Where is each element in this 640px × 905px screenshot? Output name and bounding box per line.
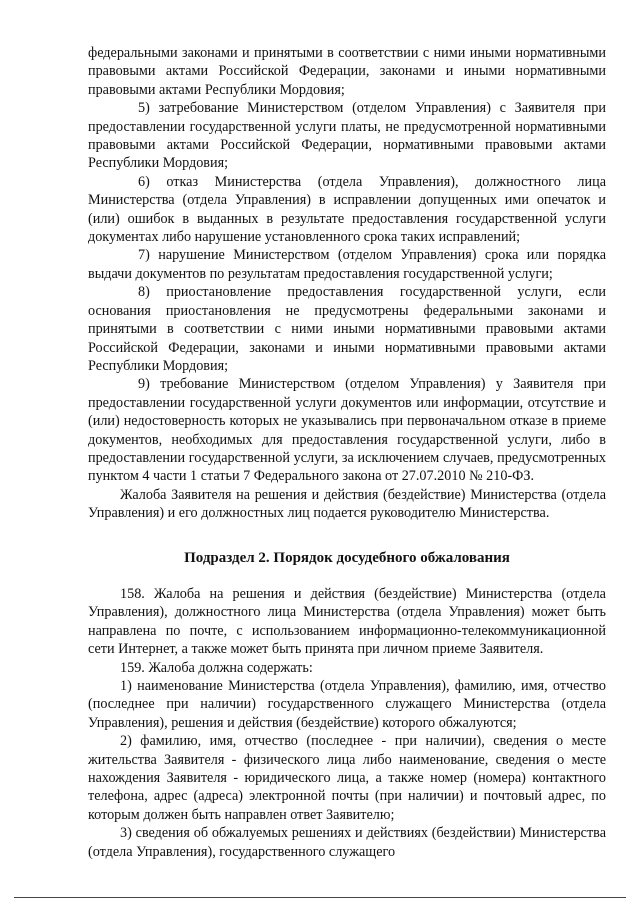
page-bottom-line — [14, 897, 626, 898]
section-heading: Подраздел 2. Порядок досудебного обжалования — [184, 549, 510, 566]
requirement-item-3: 3) сведения об обжалуемых решениях и действиях (бездействии) Министерства (отдела Управления), государственного служащего — [88, 825, 606, 860]
list-item-8: 8) приостановление предоставления государственной услуги, если основания приостановления не предусмотрены федеральными законами и принятыми в соответствии с ними иными нормативными правовыми актами Российской Федерации, законами и иными нормативными правовыми актами Республики Мордовия; — [88, 284, 606, 374]
paragraph-158: 158. Жалоба на решения и действия (бездействие) Министерства (отдела Управления), должностного лица Министерства (отдела Управления) может быть направлена по почте, с использованием информационно-телекоммуникационной сети Интернет, а также может быть принята при личном приеме Заявителя. — [88, 585, 606, 658]
requirement-item-1: 1) наименование Министерства (отдела Управления), фамилию, имя, отчество (последнее при наличии) государственного служащего Министерства (отдела Управления), решения и действия (бездействие) которого обжалуются; — [88, 678, 606, 731]
document-body — [88, 44, 606, 861]
list-item-5: 5) затребование Министерством (отделом Управления) с Заявителя при предоставлении государственной услуги платы, не предусмотренной нормативными правовыми актами Российской Федерации, нормативными правовыми актами Республики Мордовия; — [88, 100, 606, 172]
list-item-7: 7) нарушение Министерством (отделом Управления) срока или порядка выдачи документов по результатам предоставления государственной услуги; — [88, 247, 606, 282]
paragraph-continuation: федеральными законами и принятыми в соответствии с ними иными нормативными правовыми актами Российской Федерации, законами и иными нормативными правовыми актами Республики Мордовия; — [88, 45, 606, 98]
complaint-paragraph: Жалоба Заявителя на решения и действия (бездействие) Министерства (отдела Управления) и его должностных лиц подается руководителю Министерства. — [88, 486, 606, 522]
list-item-9: 9) требование Министерством (отделом Управления) у Заявителя при предоставлении государственной услуги документов или информации, отсутствие и (или) недостоверность которых не указывались при первоначальном отказе в приеме документов, необходимых для предоставления государственной услуги, либо в предоставлении государственной услуги, за исключением случаев, предусмотренных пунктом 4 части 1 статьи 7 Федерального закона от 27.07.2010 № 210-ФЗ. — [88, 376, 606, 485]
paragraph-159: 159. Жалоба должна содержать: — [120, 659, 313, 676]
requirement-item-2: 2) фамилию, имя, отчество (последнее - при наличии), сведения о месте жительства Заявителя - физического лица либо наименование, сведения о месте нахождения Заявителя - юридического лица, а также номер (номера) контактного телефона, адрес (адреса) электронной почты (при наличии) и почтовый адрес, по которым должен быть направлен ответ Заявителю; — [88, 733, 606, 823]
list-item-6: 6) отказ Министерства (отдела Управления), должностного лица Министерства (отдела Управления) в исправлении допущенных ими опечаток и (или) ошибок в выданных в результате предоставления государственной услуги документах либо нарушение установленного срока таких исправлений; — [88, 173, 606, 246]
